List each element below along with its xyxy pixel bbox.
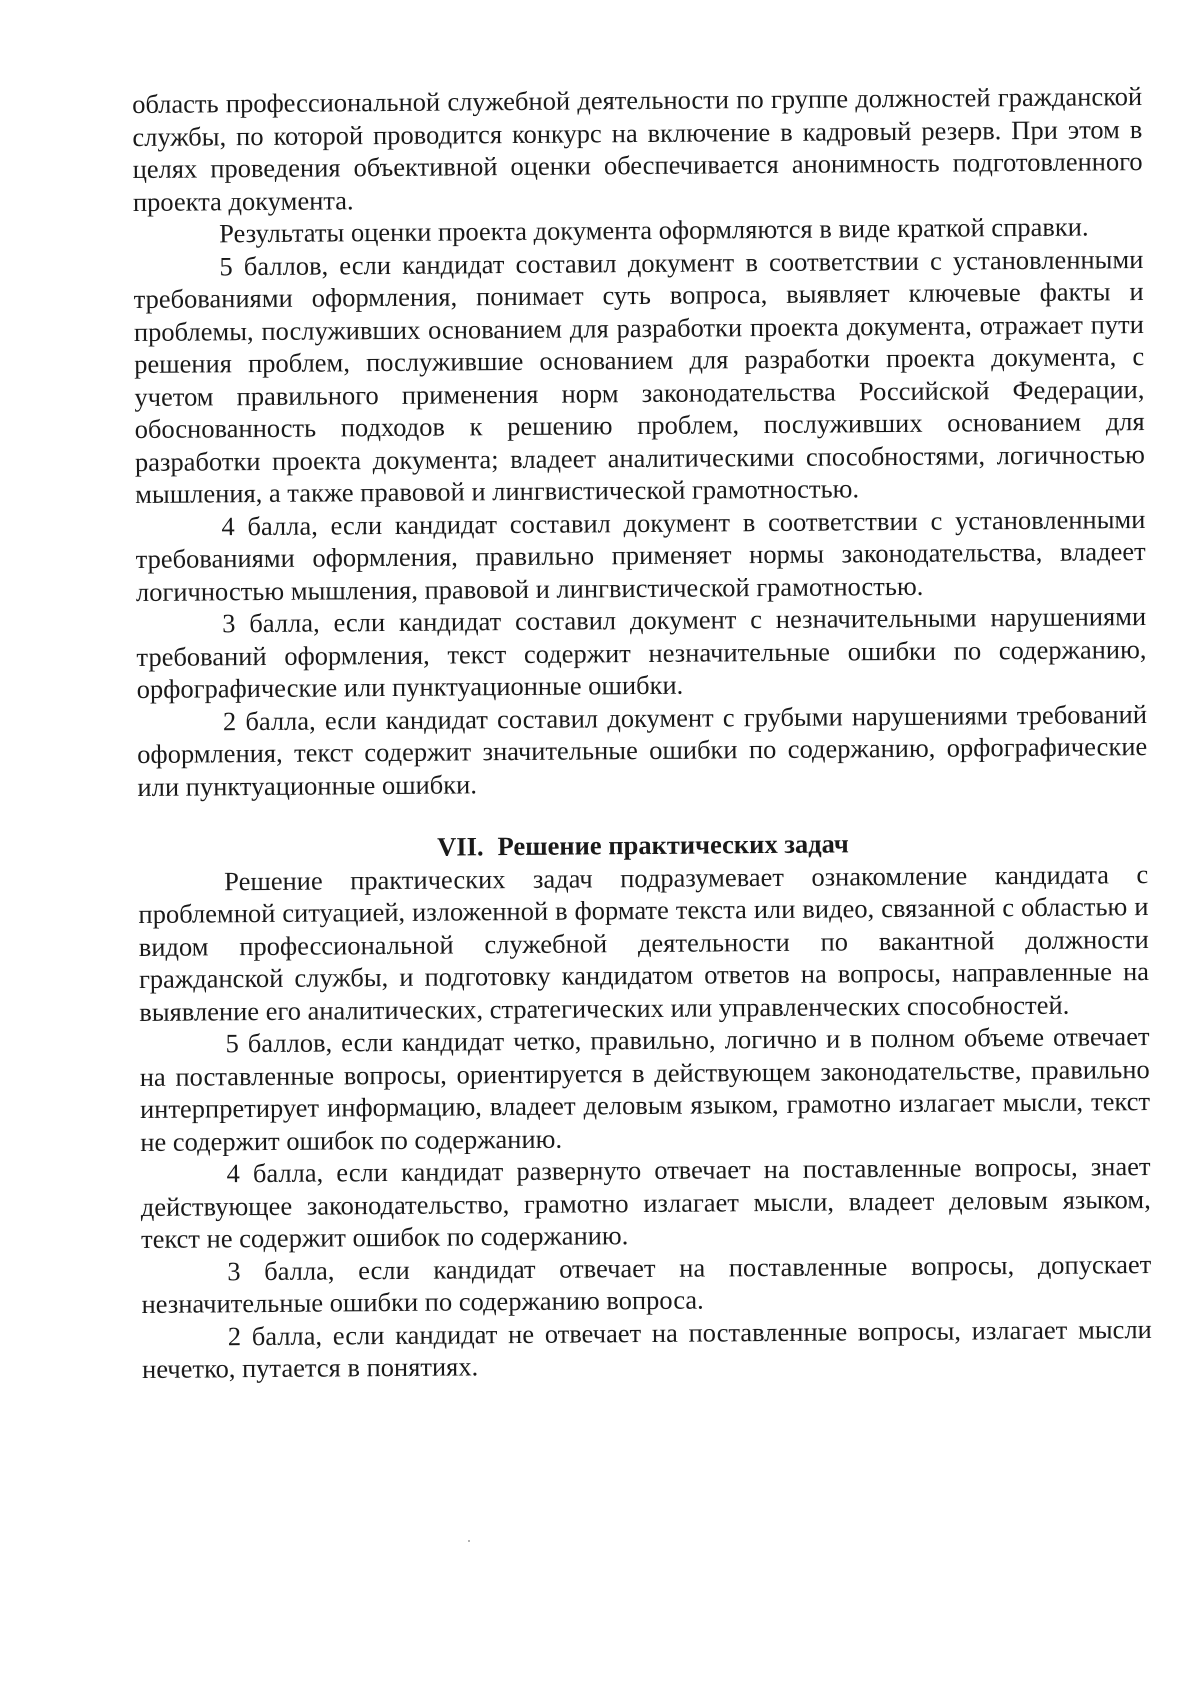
scan-speck bbox=[468, 1540, 470, 1542]
paragraph-score-2-document: 2 балла, если кандидат составил документ с грубыми нарушениями требований оформления, текст содержит значительные ошибки по содержанию, орфографические или пунктуационные ошибки. bbox=[137, 698, 1148, 802]
paragraph-score-5-tasks: 5 баллов, если кандидат четко, правильно, логично и в полном объеме отвечает на поставленные вопросы, ориентируется в действующем законодательстве, правильно интерпретирует информацию, владеет деловым языком, грамотно излагает мысли, текст не содержит ошибок по содержанию. bbox=[139, 1021, 1151, 1157]
paragraph-score-3-tasks: 3 балла, если кандидат отвечает на поставленные вопросы, допускает незначительные ошибки по содержанию вопроса. bbox=[141, 1248, 1152, 1319]
section-title: Решение практических задач bbox=[497, 828, 849, 862]
section-number: VII. bbox=[437, 831, 484, 862]
paragraph-score-4-document: 4 балла, если кандидат составил документ в соответствии с установленными требованиями оформления, правильно применяет нормы законодательства, владеет логичностью мышления, правовой и лингвистической грамотностью. bbox=[135, 503, 1146, 607]
paragraph-score-4-tasks: 4 балла, если кандидат развернуто отвечает на поставленные вопросы, знает действующее законодательство, грамотно излагает мысли, владеет деловым языком, текст не содержит ошибок по содержанию. bbox=[140, 1151, 1151, 1254]
paragraph-score-3-document: 3 балла, если кандидат составил документ с незначительными нарушениями требований оформления, текст содержит незначительные ошибки по содержанию, орфографические или пунктуационные ошибки. bbox=[136, 601, 1147, 704]
paragraph-continuation: область профессиональной служебной деятельности по группе должностей гражданской службы, по которой проводится конкурс на включение в кадровый резерв. При этом в целях проведения объективной оценки обеспечивается анонимность подготовленного проекта документа. bbox=[132, 81, 1143, 217]
paragraph-assessment-results: Результаты оценки проекта документа оформляются в виде краткой справки. bbox=[219, 211, 1089, 249]
paragraph-practical-tasks-intro: Решение практических задач подразумевает ознакомление кандидата с проблемной ситуацией, изложенной в формате текста или видео, связанной с областью и видом профессиональной служебной деятельности по вакантной должности гражданской службы, и подготовку кандидатом ответов на вопросы, направленные на выявление его аналитических, стратегических или управленческих способностей. bbox=[138, 858, 1150, 1027]
document-body bbox=[132, 80, 1152, 1385]
paragraph-score-5-document: 5 баллов, если кандидат составил документ в соответствии с установленными требованиями оформления, понимает суть вопроса, выявляет ключевые факты и проблемы, послуживших основанием для разработки проекта документа, отражает пути решения проблем, послужившие основанием для разработки проекта документа, с учетом правильного применения норм законодательства Российской Федерации, обоснованность подходов к решению проблем, послуживших основанием для разработки проекта документа; владеет аналитическими способностями, логичностью мышления, а также правовой и лингвистической грамотностью. bbox=[133, 243, 1146, 509]
paragraph-score-2-tasks: 2 балла, если кандидат не отвечает на поставленные вопросы, излагает мысли нечетко, путается в понятиях. bbox=[141, 1313, 1152, 1384]
